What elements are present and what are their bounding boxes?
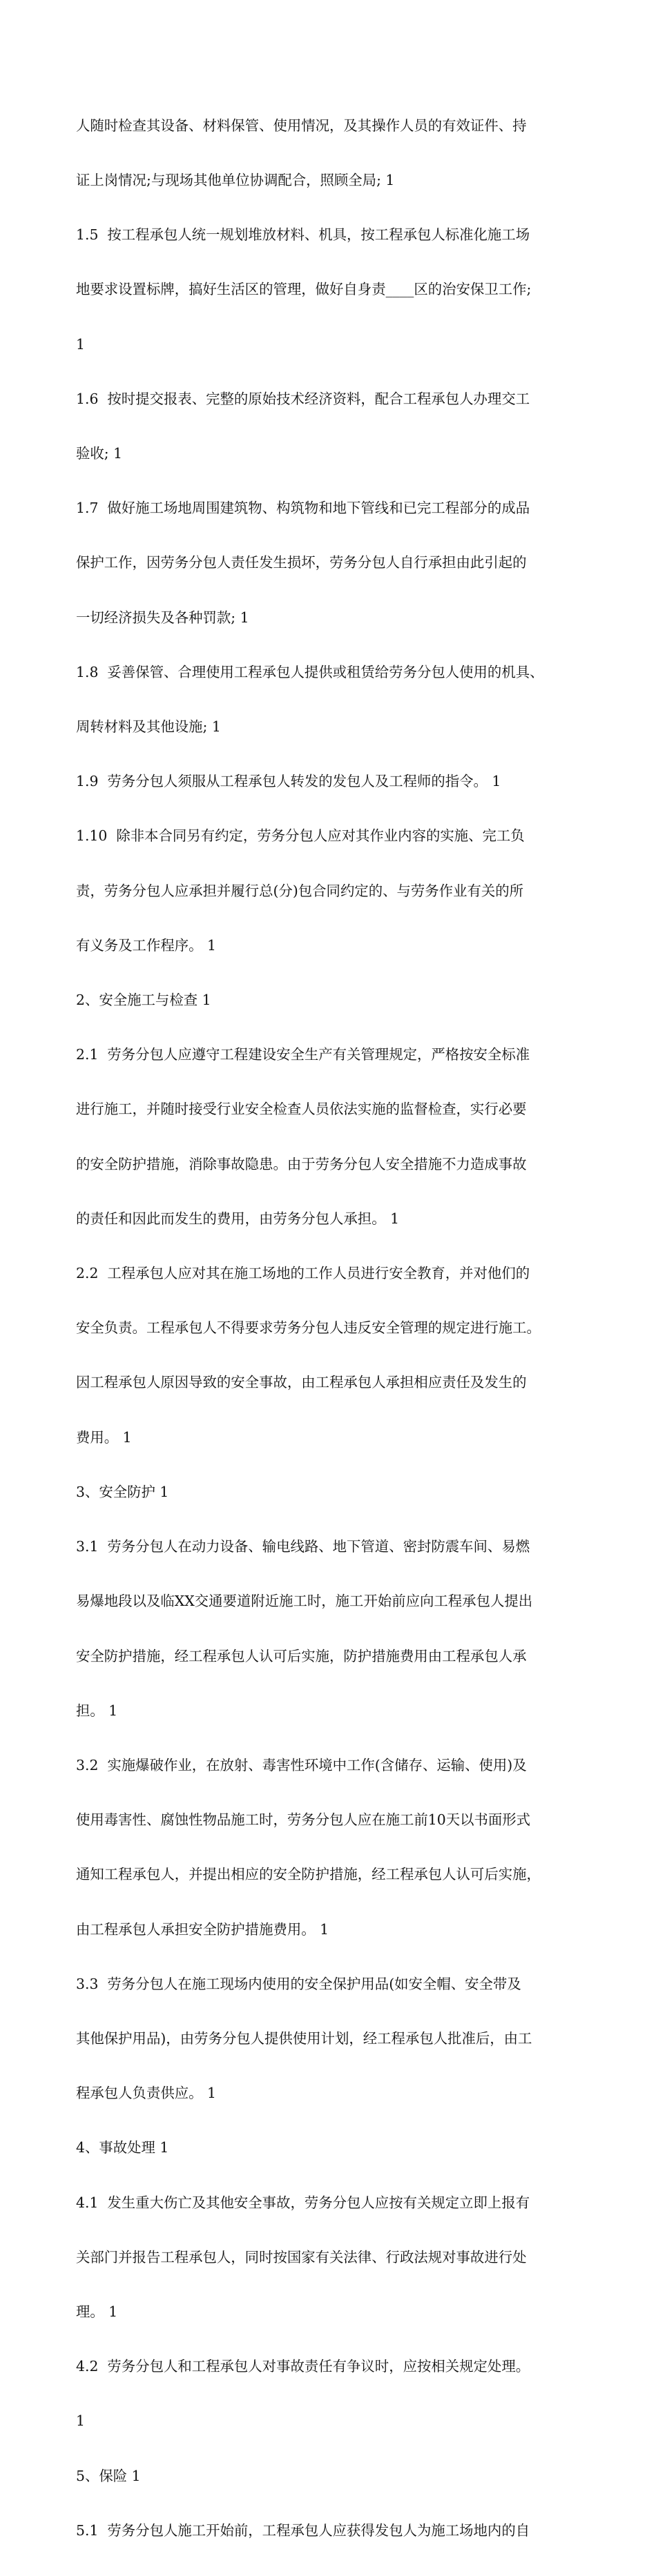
text-line: 验收; 1 xyxy=(76,445,123,462)
text-line: 的安全防护措施，消除事故隐患。由于劳务分包人安全措施不力造成事故 xyxy=(76,1155,527,1172)
text-line: 1.10 除非本合同另有约定，劳务分包人应对其作业内容的实施、完工负 xyxy=(76,827,525,845)
text-line: 通知工程承包人，并提出相应的安全防护措施，经工程承包人认可后实施， xyxy=(76,1866,541,1883)
text-line: 担。 1 xyxy=(76,1702,118,1719)
text-line: 理。 1 xyxy=(76,2303,118,2320)
text-line: 有义务及工作程序。 1 xyxy=(76,936,216,954)
text-line: 易爆地段以及临XX交通要道附近施工时，施工开始前应向工程承包人提出 xyxy=(76,1593,533,1610)
text-line: 周转材料及其他设施; 1 xyxy=(76,718,221,736)
text-line: 1.7 做好施工场地周围建筑物、构筑物和地下管线和已完工程部分的成品 xyxy=(76,500,530,517)
text-line: 3.3 劳务分包人在施工现场内使用的安全保护用品(如安全帽、安全带及 xyxy=(76,1975,521,1992)
text-line: 1.5 按工程承包人统一规划堆放材料、机具，按工程承包人标准化施工场 xyxy=(76,226,530,244)
text-line: 1.8 妥善保管、合理使用工程承包人提供或租赁给劳务分包人使用的机具、 xyxy=(76,663,544,680)
text-line: 费用。 1 xyxy=(76,1428,132,1446)
text-line: 证上岗情况;与现场其他单位协调配合，照顾全局; 1 xyxy=(76,172,395,189)
text-line: 关部门并报告工程承包人，同时按国家有关法律、行政法规对事故进行处 xyxy=(76,2248,527,2265)
text-line: 进行施工，并随时接受行业安全检查人员依法实施的监督检查，实行必要 xyxy=(76,1101,527,1118)
text-line: 5.1 劳务分包人施工开始前，工程承包人应获得发包人为施工场地内的自 xyxy=(76,2521,530,2539)
section-heading: 2、安全施工与检查 1 xyxy=(76,992,211,1009)
text-line: 1.9 劳务分包人须服从工程承包人转发的发包人及工程师的指令。 1 xyxy=(76,773,501,790)
text-line: 使用毒害性、腐蚀性物品施工时，劳务分包人应在施工前10天以书面形式 xyxy=(76,1811,531,1829)
text-line: 3.1 劳务分包人在动力设备、输电线路、地下管道、密封防震车间、易燃 xyxy=(76,1538,530,1555)
text-line: 因工程承包人原因导致的安全事故，由工程承包人承担相应责任及发生的 xyxy=(76,1374,527,1391)
text-line: 3.2 实施爆破作业，在放射、毒害性环境中工作(含储存、运输、使用)及 xyxy=(76,1756,527,1773)
text-line: 其他保护用品)，由劳务分包人提供使用计划，经工程承包人批准后，由工 xyxy=(76,2029,532,2047)
text-line: 1 xyxy=(76,2412,85,2430)
text-line: 保护工作，因劳务分包人责任发生损坏，劳务分包人自行承担由此引起的 xyxy=(76,554,527,571)
text-line: 人随时检查其设备、材料保管、使用情况，及其操作人员的有效证件、持 xyxy=(76,117,527,134)
text-line: 2.1 劳务分包人应遵守工程建设安全生产有关管理规定，严格按安全标准 xyxy=(76,1046,530,1063)
text-line: 程承包人负责供应。 1 xyxy=(76,2085,216,2102)
text-line: 一切经济损失及各种罚款; 1 xyxy=(76,609,249,626)
text-line: 安全防护措施，经工程承包人认可后实施，防护措施费用由工程承包人承 xyxy=(76,1647,527,1664)
text-line: 安全负责。工程承包人不得要求劳务分包人违反安全管理的规定进行施工。 xyxy=(76,1319,541,1337)
text-line: 1 xyxy=(76,335,85,353)
document-page xyxy=(76,80,587,2576)
text-line: 2.2 工程承包人应对其在施工场地的工作人员进行安全教育，并对他们的 xyxy=(76,1265,530,1282)
section-heading: 3、安全防护 1 xyxy=(76,1483,169,1500)
text-line: 责，劳务分包人应承担并履行总(分)包合同约定的、与劳务作业有关的所 xyxy=(76,882,524,899)
section-heading: 4、事故处理 1 xyxy=(76,2139,169,2156)
text-line: 4.2 劳务分包人和工程承包人对事故责任有争议时，应按相关规定处理。 xyxy=(76,2358,530,2375)
section-heading: 5、保险 1 xyxy=(76,2467,141,2484)
text-line: 4.1 发生重大伤亡及其他安全事故，劳务分包人应按有关规定立即上报有 xyxy=(76,2194,530,2211)
text-line: 1.6 按时提交报表、完整的原始技术经济资料，配合工程承包人办理交工 xyxy=(76,390,530,407)
document-body xyxy=(76,80,587,2576)
text-line: 地要求设置标牌，搞好生活区的管理，做好自身责____区的治安保卫工作; xyxy=(76,281,532,298)
text-line: 由工程承包人承担安全防护措施费用。 1 xyxy=(76,1920,329,1938)
text-line: 的责任和因此而发生的费用，由劳务分包人承担。 1 xyxy=(76,1210,400,1227)
